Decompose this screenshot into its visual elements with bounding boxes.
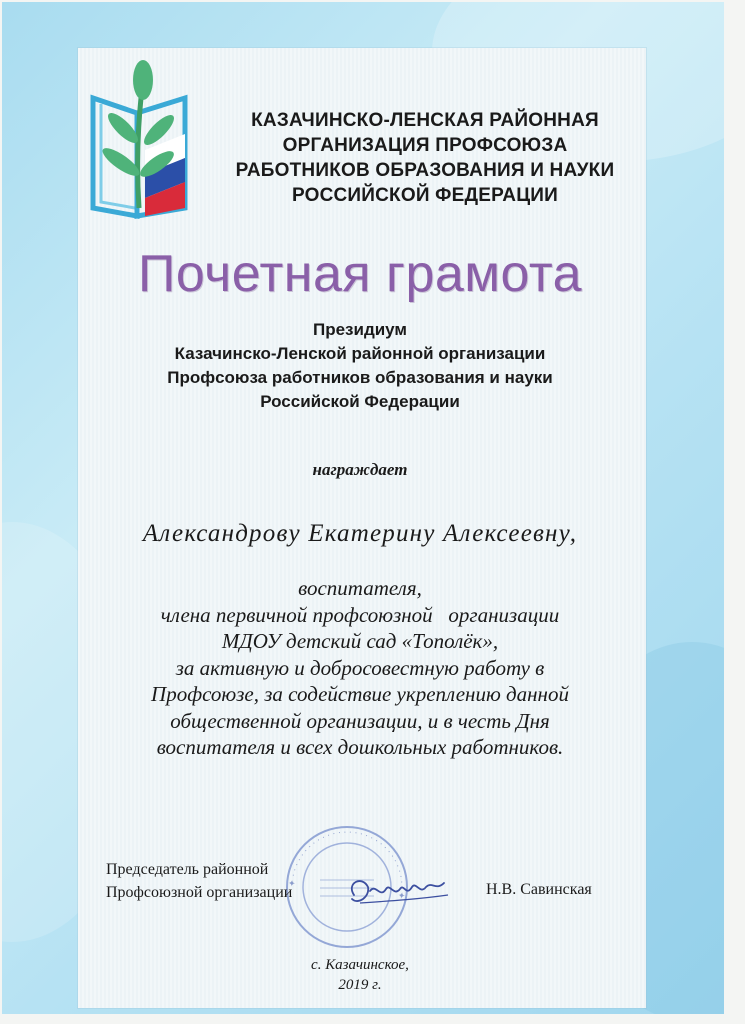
- organization-name-line: ОРГАНИЗАЦИЯ ПРОФСОЮЗА: [282, 135, 568, 156]
- presidium-line: Президиум: [312, 320, 407, 339]
- presidium-block: [76, 318, 644, 414]
- reason-line: воспитателя,: [298, 576, 422, 600]
- signature-icon: [340, 865, 450, 915]
- year: 2019 г.: [338, 977, 382, 993]
- reason-line: Профсоюзе, за содействие укреплению данной: [151, 682, 569, 706]
- place: с. Казачинское,: [311, 957, 409, 973]
- presidium-line: Российской Федерации: [260, 392, 460, 411]
- award-reason: [76, 575, 644, 761]
- signature-label-line: Председатель районной: [106, 861, 269, 878]
- reason-line: за активную и добросовестную работу в: [175, 655, 545, 680]
- svg-text:✦ · · · · · · · · · · · · · ·: ✦ · · · · · · · · · · · · · · · · · · · · · · · · · · · · · · ✦: [286, 826, 408, 900]
- recipient-name: Александрову Екатерину Алексеевну,: [142, 520, 578, 547]
- organization-name-line: РОССИЙСКОЙ ФЕДЕРАЦИИ: [291, 185, 558, 206]
- organization-name-line: РАБОТНИКОВ ОБРАЗОВАНИЯ И НАУКИ: [235, 160, 615, 181]
- certificate-title: Почетная грамота: [138, 245, 582, 303]
- organization-name: [190, 108, 660, 208]
- reason-line: МДОУ детский сад «Тополёк»,: [221, 629, 499, 653]
- reason-line: члена первичной профсоюзной организации: [160, 602, 560, 627]
- signature-label: [106, 858, 292, 904]
- union-logo-icon: [85, 58, 195, 223]
- presidium-line: Казачинско-Ленской районной организации: [174, 344, 546, 363]
- signature-label-line: Профсоюзной организации: [106, 884, 293, 901]
- presidium-line: Профсоюза работников образования и науки: [167, 368, 553, 387]
- awards-verb: награждает: [312, 460, 408, 479]
- reason-line: общественной организации, и в честь Дня: [170, 708, 550, 733]
- signer-name: Н.В. Савинская: [486, 881, 592, 898]
- place-and-date: [76, 955, 644, 995]
- reason-line: воспитателя и всех дошкольных работников.: [156, 735, 564, 759]
- organization-name-line: КАЗАЧИНСКО-ЛЕНСКАЯ РАЙОННАЯ: [251, 110, 599, 131]
